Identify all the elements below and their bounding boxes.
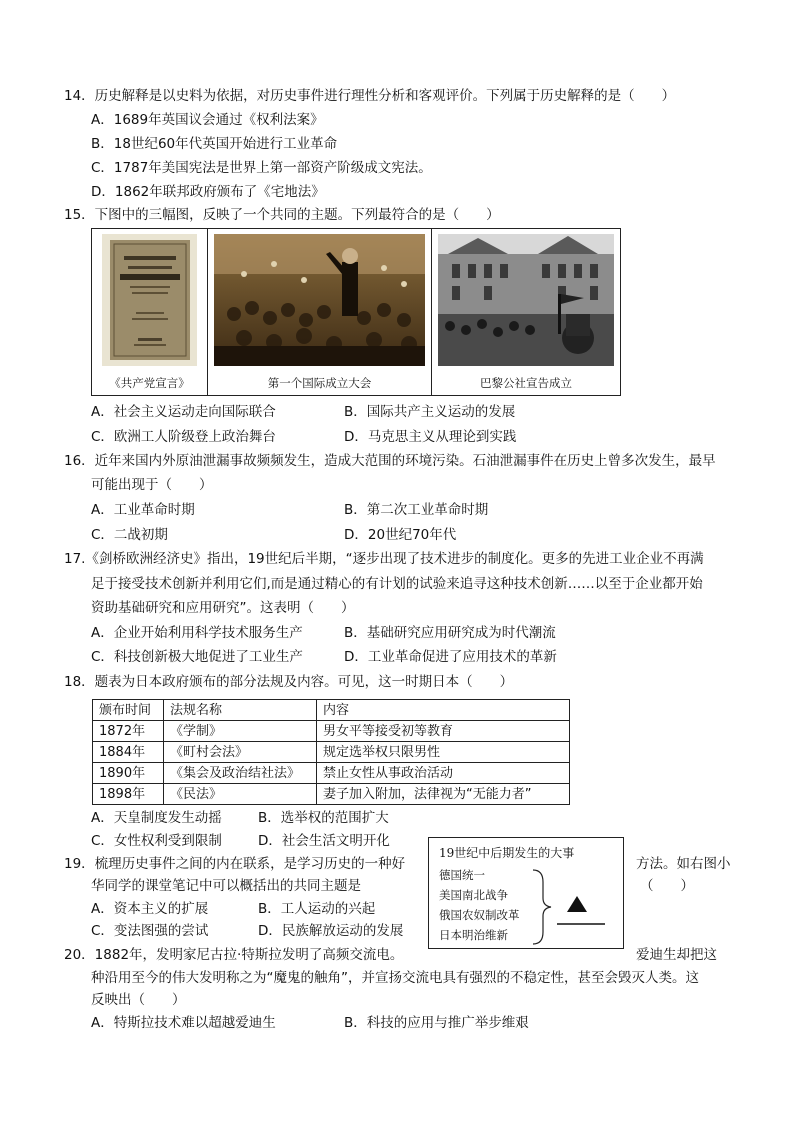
cell-content: 男女平等接受初等教育 — [317, 721, 570, 742]
paris-commune-image — [438, 234, 614, 366]
q17-stem-line1: 17.《剑桥欧洲经济史》指出，19世纪后半期，“逐步出现了技术进步的制度化。更多的先进工业企业不再满 — [64, 551, 704, 567]
q19-option-a: A．资本主义的扩展 — [91, 901, 209, 917]
cell-law: 《民法》 — [164, 784, 317, 805]
q16-option-a: A．工业革命时期 — [91, 502, 195, 518]
cell-law: 《町村会法》 — [164, 742, 317, 763]
notes-item: 俄国农奴制改革 — [439, 908, 520, 922]
q15-option-b: B．国际共产主义运动的发展 — [344, 404, 516, 420]
paris-commune-cell — [432, 229, 620, 395]
first-international-image — [214, 234, 425, 366]
q14-option-a: A．1689年英国议会通过《权利法案》 — [91, 112, 324, 128]
cell-content: 规定选举权只限男性 — [317, 742, 570, 763]
q16-stem-line2: 可能出现于（ ） — [91, 477, 213, 493]
cell-content: 禁止女性从事政治活动 — [317, 763, 570, 784]
q20-stem-line1-left: 20．1882年，发明家尼古拉·特斯拉发明了高频交流电。 — [64, 947, 404, 963]
table-row — [93, 763, 570, 784]
q17-stem-line2: 足于接受技术创新并利用它们,而是通过精心的有计划的试验来追寻这种技术创新……以至于企业都开始 — [91, 576, 703, 592]
manifesto-cell — [92, 229, 208, 395]
q17-option-a: A．企业开始利用科学技术服务生产 — [91, 625, 303, 641]
q20-stem-line1-right: 爱迪生却把这 — [636, 947, 717, 963]
q19-stem-line2-right: （ ） — [640, 878, 694, 894]
q15-option-a: A．社会主义运动走向国际联合 — [91, 404, 276, 420]
notes-title: 19世纪中后期发生的大事 — [439, 846, 575, 860]
q18-option-b: B．选举权的范围扩大 — [258, 810, 389, 826]
q14-option-b: B．18世纪60年代英国开始进行工业革命 — [91, 136, 338, 152]
class-notes-box — [428, 837, 624, 949]
q14-option-d: D．1862年联邦政府颁布了《宅地法》 — [91, 184, 325, 200]
q15-option-d: D．马克思主义从理论到实践 — [344, 429, 517, 445]
q17-option-d: D．工业革命促进了应用技术的革新 — [344, 649, 557, 665]
q15-image-panel — [91, 228, 621, 396]
header-law: 法规名称 — [164, 700, 317, 721]
q16-option-c: C．二战初期 — [91, 527, 168, 543]
q18-option-a: A．天皇制度发生动摇 — [91, 810, 222, 826]
q15-option-c: C．欧洲工人阶级登上政治舞台 — [91, 429, 276, 445]
cell-content: 妻子加入附加，法律视为“无能力者” — [317, 784, 570, 805]
q18-option-d: D．社会生活文明开化 — [258, 833, 390, 849]
q20-stem-line3: 反映出（ ） — [91, 992, 186, 1008]
cell-date: 1884年 — [93, 742, 164, 763]
header-content: 内容 — [317, 700, 570, 721]
communist-manifesto-image — [102, 234, 197, 366]
q14-option-c: C．1787年美国宪法是世界上第一部资产阶级成文宪法。 — [91, 160, 432, 176]
q16-stem-line1: 16．近年来国内外原油泄漏事故频频发生，造成大范围的环境污染。石油泄漏事件在历史上曾多次发生，最早 — [64, 453, 716, 469]
cell-date: 1890年 — [93, 763, 164, 784]
q18-option-c: C．女性权利受到限制 — [91, 833, 222, 849]
q15-stem: 15．下图中的三幅图，反映了一个共同的主题。下列最符合的是（ ） — [64, 207, 500, 223]
brace-triangle-icon — [529, 868, 619, 946]
table-row — [93, 742, 570, 763]
cell-law: 《学制》 — [164, 721, 317, 742]
caption-paris-commune: 巴黎公社宣告成立 — [480, 376, 572, 390]
q17-option-c: C．科技创新极大地促进了工业生产 — [91, 649, 303, 665]
q19-option-c: C．变法图强的尝试 — [91, 923, 209, 939]
q16-option-b: B．第二次工业革命时期 — [344, 502, 489, 518]
caption-manifesto: 《共产党宣言》 — [109, 376, 190, 390]
q19-option-b: B．工人运动的兴起 — [258, 901, 376, 917]
q19-stem-line2-left: 华同学的课堂笔记中可以概括出的共同主题是 — [91, 878, 361, 894]
q20-stem-line2: 种沿用至今的伟大发明称之为“魔鬼的触角”，并宣扬交流电具有强烈的不稳定性，甚至会毁灭人类。这 — [91, 970, 699, 986]
cell-law: 《集会及政治结社法》 — [164, 763, 317, 784]
q17-stem-line3: 资助基础研究和应用研究”。这表明（ ） — [91, 600, 355, 616]
law-table — [92, 699, 570, 805]
cell-date: 1872年 — [93, 721, 164, 742]
notes-item: 日本明治维新 — [439, 928, 508, 942]
table-row — [93, 784, 570, 805]
table-row — [93, 721, 570, 742]
first-international-cell — [208, 229, 432, 395]
cell-date: 1898年 — [93, 784, 164, 805]
q20-option-b: B．科技的应用与推广举步维艰 — [344, 1015, 529, 1031]
q19-stem-line1-left: 19．梳理历史事件之间的内在联系，是学习历史的一种好 — [64, 856, 406, 872]
notes-item: 德国统一 — [439, 868, 485, 882]
notes-item: 美国南北战争 — [439, 888, 508, 902]
q20-option-a: A．特斯拉技术难以超越爱迪生 — [91, 1015, 276, 1031]
caption-first-international: 第一个国际成立大会 — [267, 376, 372, 390]
table-header-row — [93, 700, 570, 721]
header-date: 颁布时间 — [93, 700, 164, 721]
q18-stem: 18．题表为日本政府颁布的部分法规及内容。可见，这一时期日本（ ） — [64, 674, 514, 690]
q17-option-b: B．基础研究应用研究成为时代潮流 — [344, 625, 556, 641]
q19-stem-line1-right: 方法。如右图小 — [636, 856, 731, 872]
q16-option-d: D．20世纪70年代 — [344, 527, 457, 543]
q14-stem: 14．历史解释是以史料为依据，对历史事件进行理性分析和客观评价。下列属于历史解释的是（ ） — [64, 88, 676, 104]
q19-option-d: D．民族解放运动的发展 — [258, 923, 404, 939]
